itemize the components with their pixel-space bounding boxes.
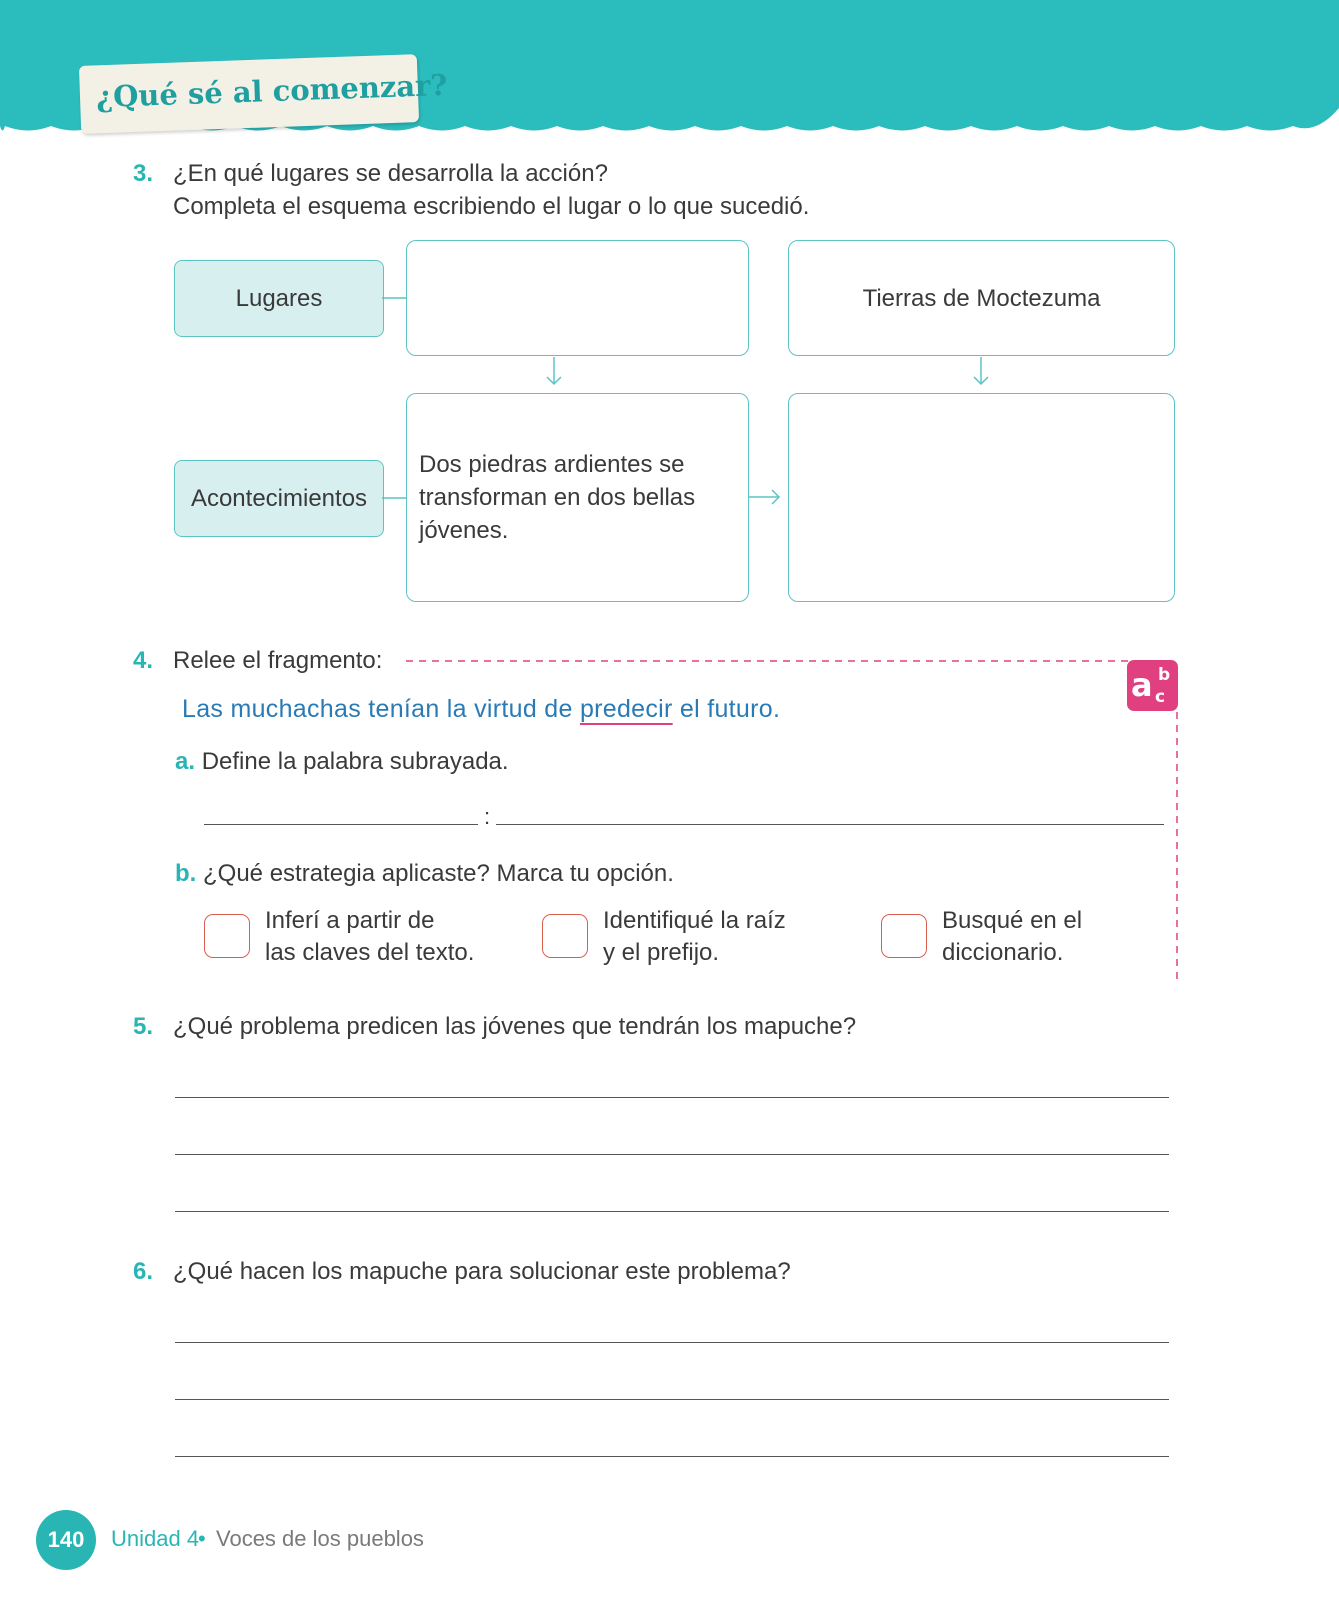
answer-line-word[interactable] [204, 824, 478, 825]
subquestion-a-letter: a. [175, 748, 196, 775]
label-acontecimientos: Acontecimientos [174, 460, 384, 537]
question-3-number: 3. [133, 160, 154, 187]
question-4-text: Relee el fragmento: [173, 647, 383, 674]
answer-line[interactable] [175, 1342, 1169, 1343]
subquestion-b-letter: b. [175, 860, 197, 887]
abc-vocabulary-icon [1127, 660, 1178, 711]
question-4-number: 4. [133, 647, 154, 674]
question-5-number: 5. [133, 1013, 154, 1040]
option-checkbox-2[interactable] [542, 914, 588, 958]
page-number: 140 [36, 1510, 96, 1570]
question-6-text: ¿Qué hacen los mapuche para solucionar este problema? [173, 1258, 791, 1285]
definition-separator: : [484, 804, 491, 829]
answer-line[interactable] [175, 1456, 1169, 1457]
acontecimiento-1-text: Dos piedras ardientes se transforman en dos bellas jóvenes. [419, 451, 696, 544]
option-1-line-2: las claves del texto. [265, 939, 475, 966]
question-3-text: ¿En qué lugares se desarrolla la acción? [173, 160, 608, 187]
footer-unit: Unidad 4 [111, 1526, 200, 1551]
section-title: ¿Qué sé al comenzar? [95, 67, 448, 115]
svg-text:b: b [1158, 665, 1171, 685]
question-5-text: ¿Qué problema predicen las jóvenes que tendrán los mapuche? [173, 1013, 857, 1040]
label-lugares: Lugares [174, 260, 384, 337]
footer-title: Voces de los pueblos [216, 1526, 424, 1551]
question-4b [175, 860, 674, 888]
question-6-number: 6. [133, 1258, 154, 1285]
underlined-word: predecir [579, 695, 673, 723]
question-4a [175, 748, 509, 776]
svg-text:c: c [1155, 687, 1166, 707]
option-checkbox-3[interactable] [881, 914, 927, 958]
option-1-line-1: Inferí a partir de [265, 907, 435, 934]
answer-line[interactable] [175, 1211, 1169, 1212]
option-2-label [603, 905, 786, 969]
lugar-2-text: Tierras de Moctezuma [862, 284, 1101, 312]
answer-line[interactable] [175, 1399, 1169, 1400]
option-checkbox-1[interactable] [204, 914, 250, 958]
option-2-line-1: Identifiqué la raíz [603, 907, 786, 934]
subquestion-a-text: Define la palabra subrayada. [201, 748, 509, 775]
option-3-line-1: Busqué en el [942, 907, 1083, 934]
quote-text-start: Las muchachas tenían la virtud de [182, 695, 580, 723]
option-2-line-2: y el prefijo. [603, 939, 720, 966]
option-3-label [942, 905, 1082, 969]
quote-text-end: el futuro. [672, 695, 781, 723]
footer-bullet: • [198, 1526, 206, 1551]
option-1-label [265, 905, 474, 969]
answer-line[interactable] [175, 1097, 1169, 1098]
quoted-fragment [182, 695, 780, 724]
question-3-instruction: Completa el esquema escribiendo el lugar o lo que sucedió. [173, 193, 810, 220]
answer-line-definition[interactable] [496, 824, 1164, 825]
subquestion-b-text: ¿Qué estrategia aplicaste? Marca tu opción. [203, 860, 674, 887]
option-3-line-2: diccionario. [942, 939, 1064, 966]
svg-text:a: a [1131, 666, 1153, 704]
answer-line[interactable] [175, 1154, 1169, 1155]
